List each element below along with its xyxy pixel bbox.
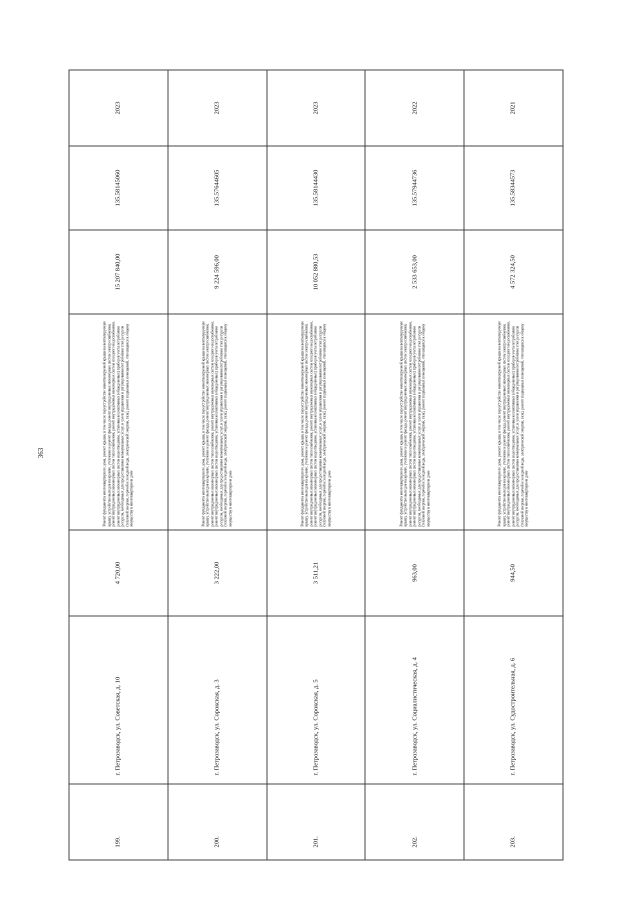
table-row <box>168 70 267 860</box>
row-number: 201. <box>267 784 366 860</box>
row-year: 2023 <box>168 70 267 146</box>
row-works: Ремонт фундамента многоквартирного дома, ремонт крыши, в том числе переустройство невентилируемой крыши на вентилируемую крышу, устройство выходов на кровлю, утепление и ремонт фасада, ремонт внутридомовых инженерных систем электроснабжения, ремонт внутридомовых инженерных систем теплоснабжения, ремонт внутридомовых инженерных систем холодного водоснабжения, ремонт внутридомовых инженерных систем водоотведения, установка коллективных (общедомовых) приборов учета потребления ресурсов, необходимых для предоставления коммунальных услуг, и узлов управления и регулирования потребления этих ресурсов (тепловой энергии, горячей и холодной воды, электрической энергии, газа), ремонт подвальных помещений, относящихся к общему имуществу в многоквартирном доме <box>267 314 366 530</box>
row-address: г. Петрозаводск, ул. Сорокская, д. 3 <box>168 616 267 784</box>
row-address: г. Петрозаводск, ул. Социалистическая, д. 4 <box>365 616 464 784</box>
row-works: Ремонт фундамента многоквартирного дома, ремонт крыши, в том числе переустройство невентилируемой крыши на вентилируемую крышу, устройство выходов на кровлю, утепление и ремонт фасада, ремонт внутридомовых инженерных систем электроснабжения, ремонт внутридомовых инженерных систем теплоснабжения, ремонт внутридомовых инженерных систем холодного водоснабжения, ремонт внутридомовых инженерных систем водоотведения, установка коллективных (общедомовых) приборов учета потребления ресурсов, необходимых для предоставления коммунальных услуг, и узлов управления и регулирования потребления этих ресурсов (тепловой энергии, горячей и холодной воды, электрической энергии, газа), ремонт подвальных помещений, относящихся к общему имуществу в многоквартирном доме <box>168 314 267 530</box>
row-works: Ремонт фундамента многоквартирного дома, ремонт крыши, в том числе переустройство невентилируемой крыши на вентилируемую крышу, устройство выходов на кровлю, утепление и ремонт фасада, ремонт внутридомовых инженерных систем электроснабжения, ремонт внутридомовых инженерных систем теплоснабжения, ремонт внутридомовых инженерных систем холодного водоснабжения, ремонт внутридомовых инженерных систем водоотведения, установка коллективных (общедомовых) приборов учета потребления ресурсов, необходимых для предоставления коммунальных услуг, и узлов управления и регулирования потребления этих ресурсов (тепловой энергии, горячей и холодной воды, электрической энергии, газа), ремонт подвальных помещений, относящихся к общему имуществу в многоквартирном доме <box>365 314 464 530</box>
row-area: 3 511,21 <box>267 530 366 616</box>
row-cost: 2 533 653,00 <box>365 230 464 314</box>
row-cadastral: 135.57644605 <box>168 146 267 230</box>
row-cost: 15 207 840,00 <box>69 230 168 314</box>
row-number: 203. <box>464 784 563 860</box>
row-address: г. Петрозаводск, ул. Советская, д. 10 <box>69 616 168 784</box>
works-table <box>69 70 564 861</box>
table-row <box>365 70 464 860</box>
row-number: 202. <box>365 784 464 860</box>
row-area: 4 720,00 <box>69 530 168 616</box>
row-cadastral: 135.58344573 <box>464 146 563 230</box>
row-address: г. Петрозаводск, ул. Сорокская, д. 5 <box>267 616 366 784</box>
row-year: 2023 <box>267 70 366 146</box>
row-cadastral: 135.58144430 <box>267 146 366 230</box>
table-row <box>267 70 366 860</box>
row-works: Ремонт фундамента многоквартирного дома, ремонт крыши, в том числе переустройство невентилируемой крыши на вентилируемую крышу, устройство выходов на кровлю, утепление и ремонт фасада, ремонт внутридомовых инженерных систем электроснабжения, ремонт внутридомовых инженерных систем теплоснабжения, ремонт внутридомовых инженерных систем холодного водоснабжения, ремонт внутридомовых инженерных систем водоотведения, установка коллективных (общедомовых) приборов учета потребления ресурсов, необходимых для предоставления коммунальных услуг, и узлов управления и регулирования потребления этих ресурсов (тепловой энергии, горячей и холодной воды, электрической энергии, газа), ремонт подвальных помещений, относящихся к общему имуществу в многоквартирном доме <box>69 314 168 530</box>
row-address: г. Петрозаводск, ул. Судостроительная, д. 6 <box>464 616 563 784</box>
page-number: 363 <box>37 447 45 459</box>
table-row <box>464 70 563 860</box>
row-cost: 4 572 324,50 <box>464 230 563 314</box>
row-area: 963,00 <box>365 530 464 616</box>
row-year: 2023 <box>69 70 168 146</box>
row-cost: 9 224 596,00 <box>168 230 267 314</box>
row-year: 2022 <box>365 70 464 146</box>
row-cadastral: 135.58145060 <box>69 146 168 230</box>
row-year: 2021 <box>464 70 563 146</box>
row-area: 944,50 <box>464 530 563 616</box>
document-table-wrapper <box>69 71 564 861</box>
row-number: 200. <box>168 784 267 860</box>
row-cost: 10 052 880,53 <box>267 230 366 314</box>
table-row <box>69 70 168 860</box>
row-number: 199. <box>69 784 168 860</box>
row-works: Ремонт фундамента многоквартирного дома, ремонт крыши, в том числе переустройство невентилируемой крыши на вентилируемую крышу, устройство выходов на кровлю, утепление и ремонт фасада, ремонт внутридомовых инженерных систем электроснабжения, ремонт внутридомовых инженерных систем теплоснабжения, ремонт внутридомовых инженерных систем холодного водоснабжения, ремонт внутридомовых инженерных систем водоотведения, установка коллективных (общедомовых) приборов учета потребления ресурсов, необходимых для предоставления коммунальных услуг, и узлов управления и регулирования потребления этих ресурсов (тепловой энергии, горячей и холодной воды, электрической энергии, газа), ремонт подвальных помещений, относящихся к общему имуществу в многоквартирном доме <box>464 314 563 530</box>
row-cadastral: 135.57944736 <box>365 146 464 230</box>
row-area: 3 222,00 <box>168 530 267 616</box>
